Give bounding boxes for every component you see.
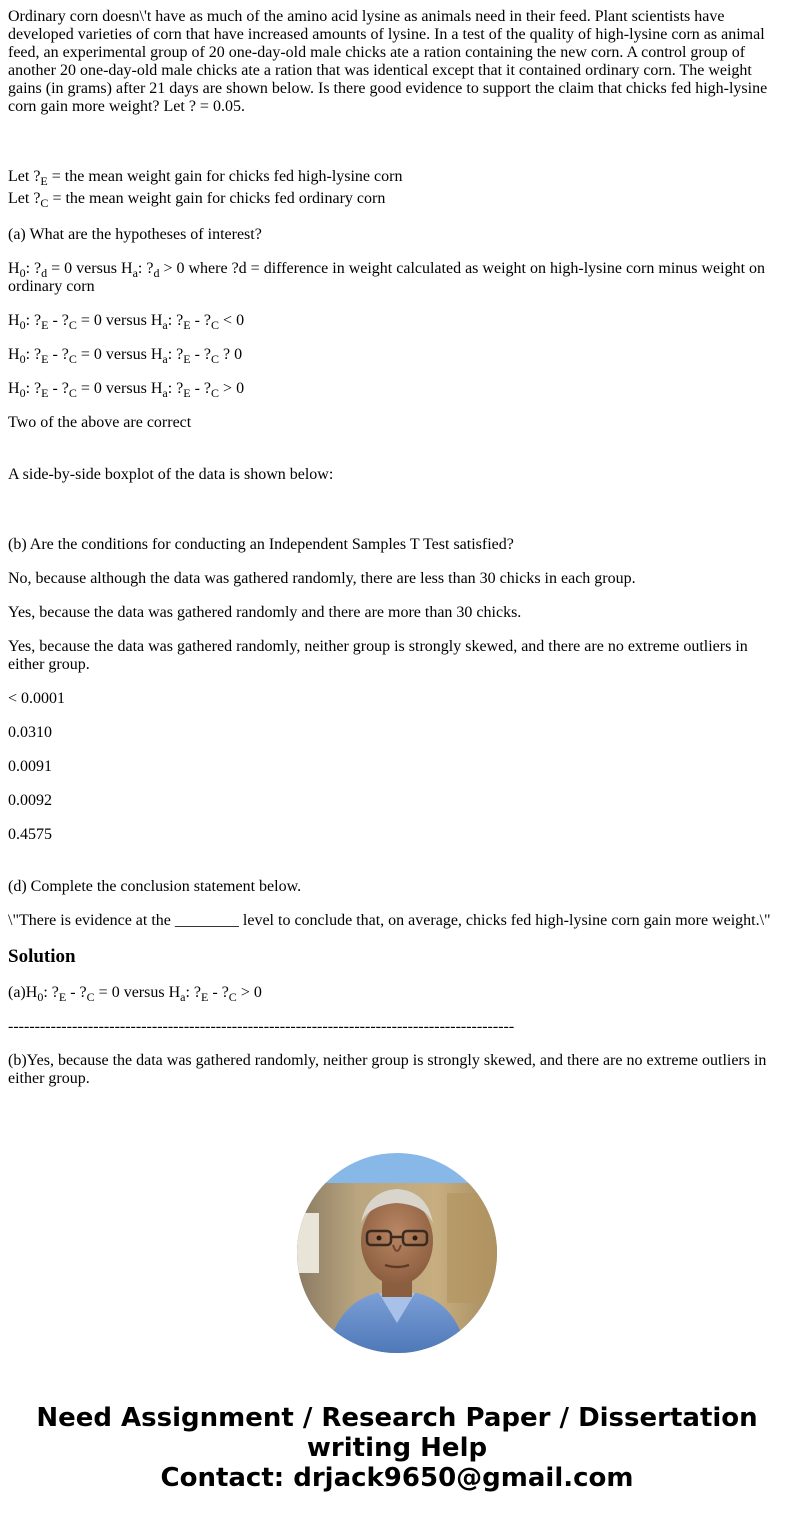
document-body bbox=[8, 8, 786, 1104]
hypothesis-option-5[interactable]: Two of the above are correct bbox=[8, 414, 192, 431]
promo-line-contact[interactable]: Contact: drjack9650@gmail.com bbox=[160, 1463, 634, 1493]
boxplot-note: A side-by-side boxplot of the data is shown below: bbox=[8, 466, 334, 483]
tutor-avatar bbox=[297, 1153, 497, 1353]
definition-mu-c: Let $?_C$ = the mean weight gain for chicks fed ordinary corn bbox=[8, 190, 386, 210]
part-b-prompt: (b) Are the conditions for conducting an Independent Samples T Test satisfied? bbox=[8, 536, 514, 553]
conditions-option-1[interactable]: No, because although the data was gathered randomly, there are less than 30 chicks in each group. bbox=[8, 570, 636, 587]
solution-part-b: (b)Yes, because the data was gathered randomly, neither group is strongly skewed, and there are no extreme outliers in either group. bbox=[8, 1052, 767, 1087]
definitions bbox=[8, 166, 786, 210]
conditions-option-3[interactable]: Yes, because the data was gathered randomly, neither group is strongly skewed, and there are no extreme outliers in either group. bbox=[8, 638, 748, 673]
solution-heading: Solution bbox=[8, 946, 76, 967]
part-d-prompt: (d) Complete the conclusion statement below. bbox=[8, 878, 302, 895]
solution-part-a: $(a)H_0$: $?_E$ - $?_C = 0$ versus $H_a$: $?_E$ - $?_C > 0$ bbox=[8, 984, 262, 1004]
hypothesis-option-1[interactable]: $H_0$: $?_d = 0$ versus $H_a$: $?_d > 0$ where ?d = difference in weight calculated as weight on high-lysine corn minus weight on ordinary corn bbox=[8, 260, 766, 295]
part-d-statement: \"There is evidence at the ________ level to conclude that, on average, chicks fed high-lysine corn gain more weight.\" bbox=[8, 912, 771, 929]
hypothesis-option-2[interactable]: $H_0$: $?_E$ - $?_C = 0$ versus $H_a$: $?_E$ - $?_C < 0$ bbox=[8, 312, 245, 332]
pvalue-option-1[interactable]: < 0.0001 bbox=[8, 690, 66, 707]
solution-divider: ----------------------------------------------------------------------------------------------- bbox=[8, 1018, 515, 1035]
promo-banner bbox=[0, 1403, 794, 1493]
pvalue-option-2[interactable]: 0.0310 bbox=[8, 724, 52, 741]
definition-mu-e: Let $?_E$ = the mean weight gain for chicks fed high-lysine corn bbox=[8, 168, 403, 188]
part-a-prompt: (a) What are the hypotheses of interest? bbox=[8, 226, 262, 243]
tutor-portrait-image bbox=[297, 1153, 497, 1353]
question-intro: Ordinary corn doesn\'t have as much of the amino acid lysine as animals need in their feed. Plant scientists have developed varieties of corn that have increased amounts of lysine. In a test of the quality of high-lysine corn as animal feed, an experimental group of 20 one-day-old male chicks ate a ration containing the new corn. A control group of another 20 one-day-old male chicks ate a ration that was identical except that it contained ordinary corn. The weight gains (in grams) after 21 days are shown below. Is there good evidence to support the claim that chicks fed high-lysine corn gain more weight? Let ? = 0.05. bbox=[8, 8, 768, 115]
promo-line-help: Need Assignment / Research Paper / Dissertation writing Help bbox=[36, 1403, 758, 1463]
pvalue-option-4[interactable]: 0.0092 bbox=[8, 792, 52, 809]
pvalue-option-5[interactable]: 0.4575 bbox=[8, 826, 52, 843]
pvalue-option-3[interactable]: 0.0091 bbox=[8, 758, 52, 775]
hypothesis-option-4[interactable]: $H_0$: $?_E$ - $?_C = 0$ versus $H_a$: $?_E$ - $?_C > 0$ bbox=[8, 380, 245, 400]
hypothesis-option-3[interactable]: $H_0$: $?_E$ - $?_C = 0$ versus $H_a$: $?_E$ - $?_C$ ? 0 bbox=[8, 346, 243, 366]
conditions-option-2[interactable]: Yes, because the data was gathered randomly and there are more than 30 chicks. bbox=[8, 604, 522, 621]
